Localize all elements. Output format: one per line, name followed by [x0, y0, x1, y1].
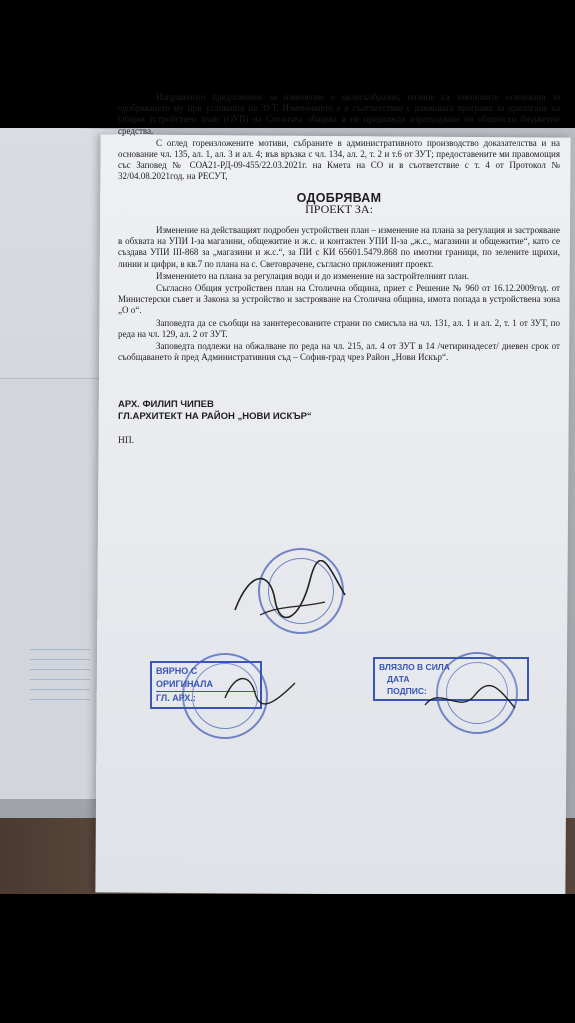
document-subheading: ПРОЕКТ ЗА: — [305, 201, 373, 216]
background-sheet-lines — [30, 649, 90, 709]
signatory-title: ГЛ.АРХИТЕКТ НА РАЙОН „НОВИ ИСКЪР“ — [118, 410, 312, 422]
body-paragraph-5: Заповедта подлежи на обжалване по реда на чл. 215, ал. 4 от ЗУТ в 14 /четиринадесет/ дневен срок от съобщаването ѝ пред Административния съд – София-град чрез Район „Нови Искър“. — [118, 341, 560, 363]
signature-scribble-main — [230, 560, 350, 630]
paragraph-1: Направеното предложение за изменение е целесъобразно, налице са законовите основания за одобряването му при условията на ЗУТ. Изменението е в съответствие с рамковата програма за прилагане на Общия устройствен план (ОУП) на Столична община и не предвижда изразходване на общински бюджетни средства. — [118, 92, 560, 136]
signatory-name: АРХ. ФИЛИП ЧИПЕВ — [118, 399, 214, 411]
body-paragraph-2: Изменението на плана за регулация води и до изменение на застройтелният план. — [156, 270, 469, 281]
document-heading: ОДОБРЯВАМ — [296, 190, 382, 205]
paragraph-2: С оглед гореизложените мотиви, събраните в административното производство доказателства и на основание чл. 135, ал. 1, ал. 3 и ал. 4; във връзка с чл. 134, ал. 2, т. 2 и т.6 от ЗУТ; предоставените ми правомощия със Заповед № СОА21-РД-09-455/22.03.2021г. на Кмета на СО и в съответствие с т. 4 от Протокол № 32/04.08.2021год. на РЕСУТ, — [118, 137, 560, 182]
force-stamp-line2: ДАТА — [387, 674, 410, 684]
force-stamp-line3: ПОДПИС: — [387, 686, 427, 696]
body-paragraph-1: Изменение на действащият подробен устройствен план – изменение на плана за регулация и застрояване в обхвата на УПИ I-за магазини, общежитие и ж.с. и контактен УПИ II-за „ж.с., магазини и общежитие“, като се създава УПИ III-868 за „магазини и ж.с.“, за ПИ с КИ 65601.5479.868 по имотни граници, по зелените щрихи, линии и цифри, в кв.7 по плана на с. Световрачене, съгласно приложеният проект. — [118, 225, 560, 269]
document-initials: НП. — [118, 435, 135, 446]
body-paragraph-3: Съгласно Общия устройствен план на Столична община, приет с Решение № 960 от 16.12.2009год. от Министерски съвет и Закона за устройство и застрояване на Столична община, имота попада в устройствена зона „О о“. — [118, 283, 560, 316]
signature-scribble-right — [420, 680, 520, 720]
certified-copy-line2: ГЛ. АРХ.: — [156, 693, 196, 703]
certified-copy-line1: ВЯРНО С ОРИГИНАЛА — [156, 665, 256, 692]
force-stamp-line1: ВЛЯЗЛО В СИЛА — [379, 662, 450, 672]
body-paragraph-4: Заповедта да се съобщи на заинтересованите страни по смисъла на чл. 131, ал. 1 и ал. 2, т. 1 от ЗУТ, по реда на чл. 129, ал. 2 от ЗУТ. — [118, 317, 560, 339]
document-text — [118, 92, 560, 447]
signature-scribble-left — [220, 668, 300, 708]
signature-block — [118, 399, 560, 421]
